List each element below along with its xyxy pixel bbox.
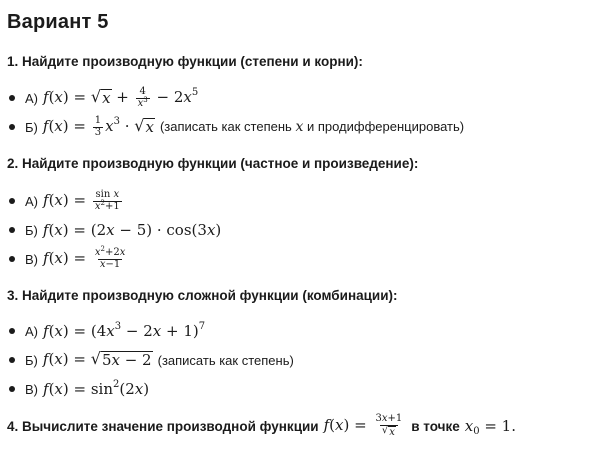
formula-2a: f(x) = $\frac{\text{sin x}}{x^2+1}$ [43,189,120,212]
item-label: А) [25,90,38,106]
task-note: (записать как степень) [157,352,294,368]
item-label: Б) [25,352,38,368]
item-label: Б) [25,119,38,135]
bullet [9,227,15,233]
bullet [9,386,15,392]
page-title: Вариант 5 [7,11,109,33]
formula-3b: f(x) = √ 5x − 2 [42,349,152,370]
bullet [9,95,15,101]
task-1a [9,87,198,109]
task-3b [9,349,294,371]
bullet [9,357,15,363]
formula-1b: f(x) = $\frac{1}{3}$ $x^3$ · √ x [42,115,154,138]
formula-4: f(x) = 3x+1 √ x [323,413,403,438]
item-label: В) [25,251,38,267]
task-2a [9,190,124,212]
formula-1a: f(x) = √ x + $\frac{4}{x^3}$ − $2x^5$ [43,86,199,109]
bullet [9,256,15,262]
task-3c [9,378,149,400]
task-note: (записать как степень x и продифференцировать) [159,119,465,135]
task-3a [9,320,205,342]
item-label: А) [25,193,38,209]
formula-3a: $f(x) = (4x^3 - 2x + 1)^7$ [43,321,206,340]
section-2-heading: 2. Найдите производную функции (частное и произведение): [7,156,419,171]
formula-2c: f(x) = $\frac{x^2+2x}{x-1}$ [43,245,126,270]
task-2c [9,245,129,270]
formula-2b: f(x) = (2x − 5) · cos(3x) [42,221,222,239]
task-2b [9,219,221,241]
formula-3c: $f(x) = \sin^2(2x)$ [43,379,150,398]
section-3-heading: 3. Найдите производную сложной функции (комбинации): [7,288,398,303]
item-label: А) [25,323,38,339]
section-4-heading: 4. Вычислите значение производной функции f(x) = 3x+1 √ x в точке $x_0 = 1$. [7,413,516,438]
point-value: $x_0 = 1$. [464,417,516,437]
section-1-heading: 1. Найдите производную функции (степени и корни): [7,54,363,69]
item-label: Б) [25,222,38,238]
item-label: В) [25,381,38,397]
task-1b [9,116,464,138]
bullet [9,198,15,204]
bullet [9,328,15,334]
bullet [9,124,15,130]
